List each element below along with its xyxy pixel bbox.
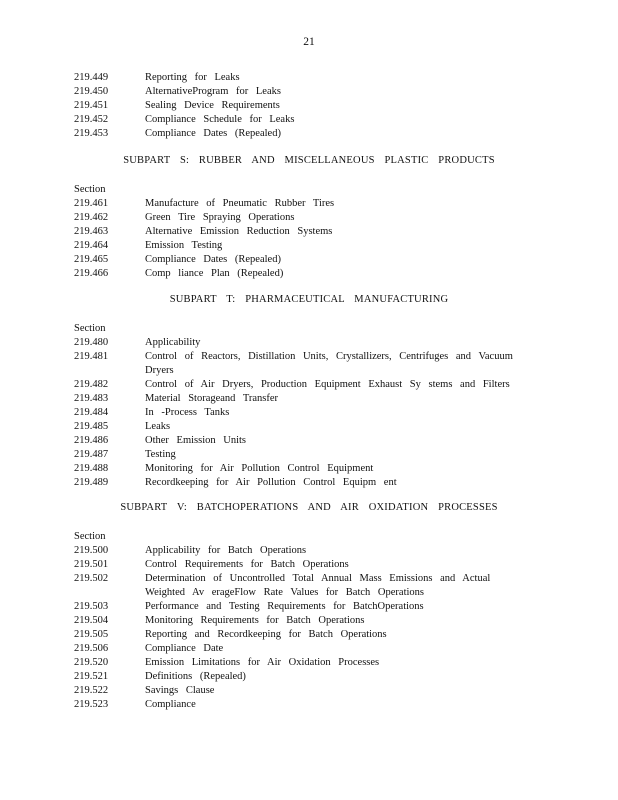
section-number: 219.481 xyxy=(74,351,109,362)
list-item xyxy=(74,684,534,698)
list-item xyxy=(74,253,534,267)
section-title: Alternative Emission Reduction Systems xyxy=(145,226,333,237)
list-item xyxy=(74,448,534,462)
section-number: 219.521 xyxy=(74,671,109,682)
section-list-3 xyxy=(74,530,534,712)
section-title: Compliance Dates (Repealed) xyxy=(145,128,281,139)
section-number: 219.486 xyxy=(74,435,109,446)
list-item xyxy=(74,392,534,406)
section-number: 219.500 xyxy=(74,545,109,556)
section-title: Comp liance Plan (Repealed) xyxy=(145,268,284,279)
list-item xyxy=(74,462,534,476)
section-label: Section xyxy=(74,323,106,334)
section-number: 219.505 xyxy=(74,629,109,640)
section-number: 219.483 xyxy=(74,393,109,404)
section-title: Control of Air Dryers, Production Equipment Exhaust Sy stems and Filters xyxy=(145,379,510,390)
list-item xyxy=(74,378,534,392)
list-item xyxy=(74,544,534,558)
list-item xyxy=(74,434,534,448)
list-item xyxy=(74,336,534,350)
section-title: Reporting for Leaks xyxy=(145,72,240,83)
list-item xyxy=(74,698,534,712)
section-title: Monitoring for Air Pollution Control Equipment xyxy=(145,463,374,474)
section-number: 219.504 xyxy=(74,615,109,626)
section-list-1 xyxy=(74,183,534,281)
section-number: 219.453 xyxy=(74,128,109,139)
section-list-0 xyxy=(74,71,534,141)
section-number: 219.485 xyxy=(74,421,109,432)
section-number: 219.464 xyxy=(74,240,109,251)
list-item xyxy=(74,267,534,281)
section-number: 219.466 xyxy=(74,268,109,279)
section-number: 219.465 xyxy=(74,254,109,265)
section-title: Applicability xyxy=(145,337,201,348)
list-item xyxy=(74,420,534,434)
list-item xyxy=(74,628,534,642)
list-item xyxy=(74,558,534,572)
list-item xyxy=(74,600,534,614)
section-number: 219.520 xyxy=(74,657,109,668)
list-item xyxy=(74,197,534,211)
section-title: Compliance Schedule for Leaks xyxy=(145,114,295,125)
section-title: Performance and Testing Requirements for BatchOperations xyxy=(145,601,424,612)
section-title: Manufacture of Pneumatic Rubber Tires xyxy=(145,198,335,209)
list-item xyxy=(74,476,534,490)
section-number: 219.449 xyxy=(74,72,109,83)
section-number: 219.461 xyxy=(74,198,109,209)
section-title: Sealing Device Requirements xyxy=(145,100,280,111)
list-item xyxy=(74,211,534,225)
section-number: 219.482 xyxy=(74,379,109,390)
section-number: 219.501 xyxy=(74,559,109,570)
subpart-heading-t: SUBPART T: PHARMACEUTICAL MANUFACTURING xyxy=(169,294,449,305)
list-item xyxy=(74,572,534,600)
section-number: 219.462 xyxy=(74,212,109,223)
section-title: Other Emission Units xyxy=(145,435,246,446)
list-item xyxy=(74,127,534,141)
section-title: Applicability for Batch Operations xyxy=(145,545,307,556)
section-title: Control of Reactors, Distillation Units, Crystallizers, Centrifuges and Vacuum Dryers xyxy=(145,351,513,376)
section-number: 219.506 xyxy=(74,643,109,654)
section-title: In -Process Tanks xyxy=(145,407,230,418)
list-item xyxy=(74,670,534,684)
section-title: Testing xyxy=(145,449,176,460)
list-item xyxy=(74,239,534,253)
section-title: Control Requirements for Batch Operations xyxy=(145,559,349,570)
list-item xyxy=(74,113,534,127)
section-number: 219.480 xyxy=(74,337,109,348)
section-number: 219.451 xyxy=(74,100,109,111)
section-title: Monitoring Requirements for Batch Operations xyxy=(145,615,365,626)
section-title: Green Tire Spraying Operations xyxy=(145,212,295,223)
section-number: 219.489 xyxy=(74,477,109,488)
section-title: Emission Limitations for Air Oxidation Processes xyxy=(145,657,380,668)
section-title: Savings Clause xyxy=(145,685,215,696)
section-title: Recordkeeping for Air Pollution Control Equipm ent xyxy=(145,477,397,488)
section-number: 219.463 xyxy=(74,226,109,237)
section-number: 219.523 xyxy=(74,699,109,710)
section-title: Leaks xyxy=(145,421,171,432)
section-title: Emission Testing xyxy=(145,240,223,251)
section-number: 219.503 xyxy=(74,601,109,612)
section-number: 219.502 xyxy=(74,573,109,584)
list-item xyxy=(74,99,534,113)
section-title: Reporting and Recordkeeping for Batch Operations xyxy=(145,629,387,640)
section-label: Section xyxy=(74,184,106,195)
section-title: Determination of Uncontrolled Total Annual Mass Emissions and Actual Weighted Av erageFlow Rate Values for Batch Operations xyxy=(145,573,491,598)
list-item xyxy=(74,71,534,85)
section-title: Compliance Date xyxy=(145,643,224,654)
section-title: Material Storageand Transfer xyxy=(145,393,279,404)
list-item xyxy=(74,406,534,420)
subpart-heading-s: SUBPART S: RUBBER AND MISCELLANEOUS PLASTIC PRODUCTS xyxy=(123,155,495,166)
list-item xyxy=(74,656,534,670)
section-number: 219.450 xyxy=(74,86,109,97)
list-item xyxy=(74,225,534,239)
section-title: AlternativeProgram for Leaks xyxy=(145,86,281,97)
section-list-2 xyxy=(74,322,534,490)
section-number: 219.487 xyxy=(74,449,109,460)
section-title: Definitions (Repealed) xyxy=(145,671,246,682)
list-item xyxy=(74,350,534,378)
section-number: 219.522 xyxy=(74,685,109,696)
section-number: 219.488 xyxy=(74,463,109,474)
list-item xyxy=(74,85,534,99)
section-title: Compliance xyxy=(145,699,196,710)
list-item xyxy=(74,614,534,628)
section-title: Compliance Dates (Repealed) xyxy=(145,254,281,265)
list-item xyxy=(74,642,534,656)
page-number: 21 xyxy=(303,36,315,48)
section-number: 219.452 xyxy=(74,114,109,125)
subpart-heading-v: SUBPART V: BATCHOPERATIONS AND AIR OXIDATION PROCESSES xyxy=(120,502,498,513)
section-label: Section xyxy=(74,531,106,542)
section-number: 219.484 xyxy=(74,407,109,418)
